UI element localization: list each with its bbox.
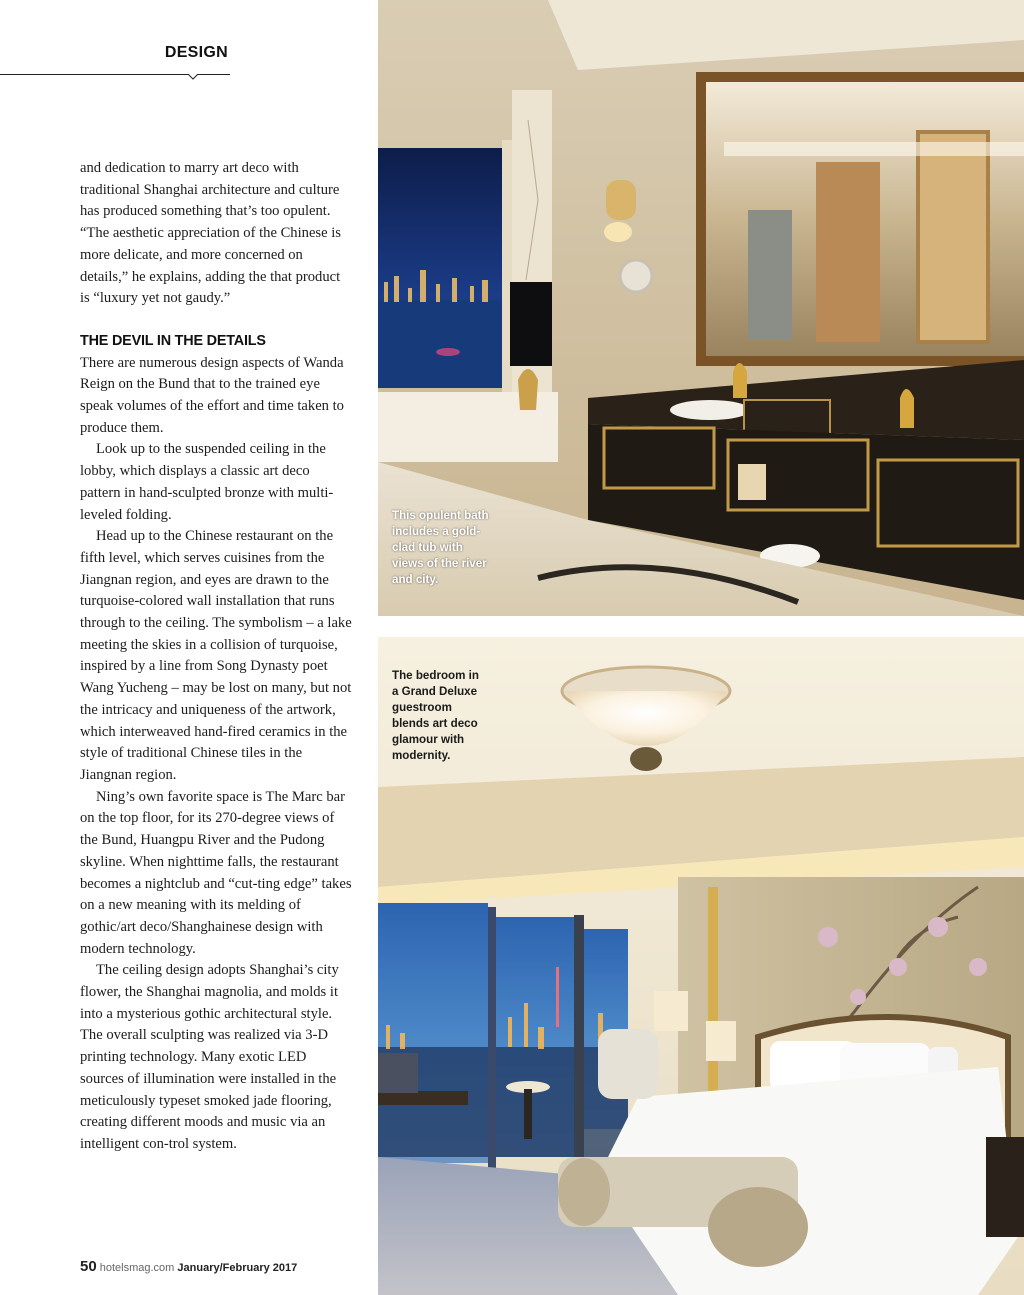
article-paragraph: Ning’s own favorite space is The Marc bar on the top floor, for its 270-degree views of the Bund, Huangpu River and the Pudong skyline. When nighttime falls, the restaurant becomes a nightclub and “cut-ting edge” takes on a new meaning with its melding of gothic/art deco/Shanghainese design with modern technology. bbox=[80, 788, 352, 957]
bathroom-photo-caption: This opulent bath includes a gold-clad tub with views of the river and city. bbox=[392, 509, 489, 586]
bedroom-photo-caption: The bedroom in a Grand Deluxe guestroom blends art deco glamour with modernity. bbox=[392, 669, 479, 762]
article-subheading: THE DEVIL IN THE DETAILS bbox=[80, 332, 266, 349]
section-header bbox=[0, 40, 230, 84]
article-body bbox=[80, 158, 352, 1156]
page-footer bbox=[80, 1258, 297, 1275]
article-paragraph: and dedication to marry art deco with traditional Shanghai architecture and culture has produced something that’s too opulent. “The aesthetic appreciation of the Chinese is more delicate, and more concerned on details,” he explains, adding the that product is “luxury yet not gaudy.” bbox=[80, 160, 341, 307]
footer-website: hotelsmag.com bbox=[99, 1262, 175, 1274]
article-paragraph: The ceiling design adopts Shanghai’s city flower, the Shanghai magnolia, and molds it into a mysterious gothic architectural style. The overall sculpting was realized via 3-D printing technology. Many exotic LED sources of illumination were installed in the meticulously typeset smoked jade flooring, creating different moods and music via an intelligent con-trol system. bbox=[80, 962, 339, 1152]
article-paragraph: Look up to the suspended ceiling in the lobby, which displays a classic art deco pattern in hand-sculpted bronze with multi-leveled folding. bbox=[80, 441, 334, 523]
article-paragraph: There are numerous design aspects of Wanda Reign on the Bund that to the trained eye speak volumes of the effort and time taken to produce them. bbox=[80, 354, 344, 436]
footer-issue-date: January/February 2017 bbox=[177, 1262, 298, 1274]
section-label: DESIGN bbox=[164, 44, 228, 61]
page-number: 50 bbox=[80, 1258, 97, 1275]
section-rule-notch-icon bbox=[188, 74, 198, 84]
article-paragraph: Head up to the Chinese restaurant on the fifth level, which serves cuisines from the Jiangnan region, and eyes are drawn to the turquoise-colored wall installation that runs through to the ceiling. The symbolism – a lake meeting the skies in a collision of turquoise, inspired by a line from Song Dynasty poet Wang Yucheng – may be lost on many, but not the intricacy and uniqueness of the artwork, which interweaved hand-fired ceramics in the style of traditional Chinese tiles in the Jiangnan region. bbox=[80, 528, 352, 783]
